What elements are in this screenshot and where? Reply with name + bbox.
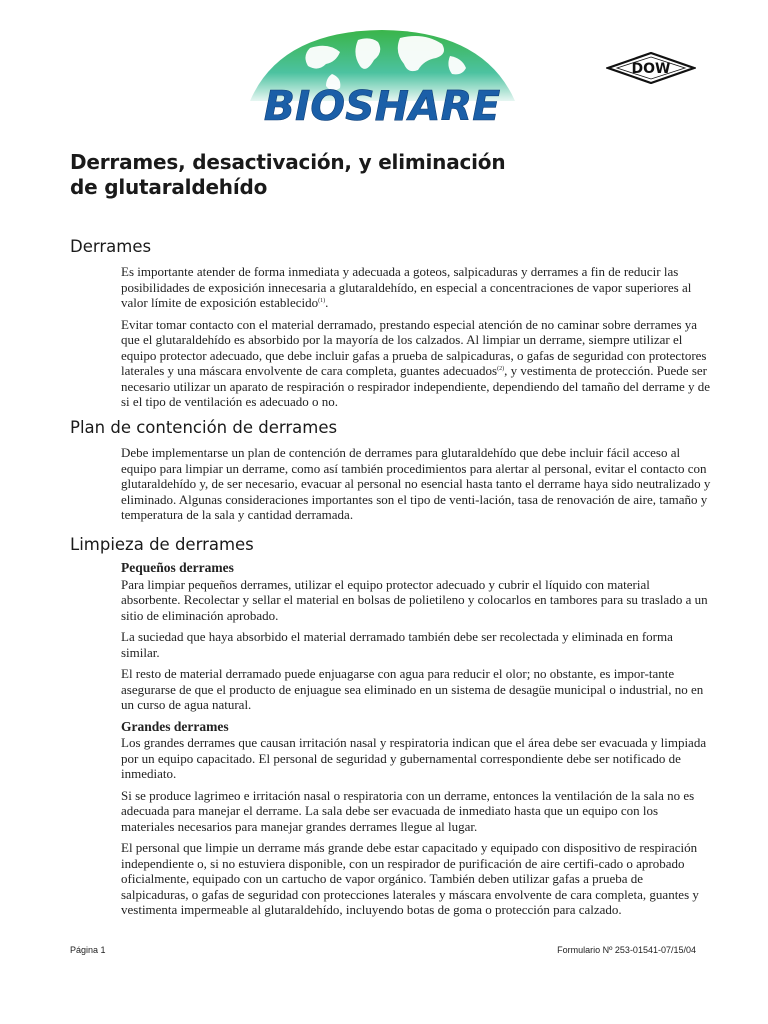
pequenos-paragraph-2: La suciedad que haya absorbido el material derramado también debe ser recolectada y eliminada en forma similar. [121, 629, 673, 660]
pequenos-paragraph-3: El resto de material derramado puede enjuagarse con agua para reducir el olor; no obstante, es impor-tante asegurarse de que el producto de enjuague sea eliminado en un sistema de desagüe municipal o industrial, no en un curso de agua natural. [121, 666, 704, 712]
grandes-paragraph-2: Si se produce lagrimeo e irritación nasal o respiratoria con un derrame, entonces la ventilación de la sala no es adecuada para manejar el derrame. La sala debe ser evacuada de inmediato hasta que un equipo con los materiales necesarios para manejar grandes derrames llegue al lugar. [121, 787, 695, 834]
plan-paragraph-1: Debe implementarse un plan de contención de derrames para glutaraldehído que debe incluir fácil acceso al equipo para limpiar un derrame, como así también procedimientos para alertar al personal, evitar el contacto con glutaraldehído y, de ser necesario, evacuar al personal no esencial hasta tanto el derrame haya sido neutralizado y eliminado. Algunas consideraciones importantes son el tipo de venti-lación, tasa de renovación de aire, tamaño y temperatura de la sala y cantidad derramada. [121, 445, 711, 522]
grandes-paragraph-3: El personal que limpie un derrame más grande debe estar capacitado y equipado con dispositivo de respiración independiente o, si no estuviera disponible, con un respirador de purificación de aire certifi-cado o aprobado oficialmente, equipado con un cartucho de vapor orgánico. También deben utilizar gafas a prueba de salpicaduras, o gafas de seguridad con protecciones laterales y máscara envolvente de cara completa, guantes y vestimenta impermeable al glutaraldehído, incluyendo botas de goma o protección para calzado. [121, 840, 699, 917]
heading-derrames: Derrames [70, 237, 152, 256]
derrames-p1-text: Es importante atender de forma inmediata y adecuada a goteos, salpicaduras y derrames a fin de reducir las posibilidades de exposición innecesaria a glutaraldehído, en especial a concentraciones de vapor superiores al valor límite de exposición establecido [121, 264, 692, 310]
document-title [70, 150, 690, 200]
footnote-ref-1: (1) [318, 298, 326, 304]
plan-body [121, 445, 711, 529]
footnote-ref-2: (2) [497, 366, 505, 372]
page-number: Página 1 [70, 945, 106, 955]
subheading-grandes: Grandes derrames [121, 718, 229, 734]
derrames-paragraph-2 [121, 317, 711, 410]
dow-wordmark: DOW [631, 61, 671, 77]
heading-plan-contencion: Plan de contención de derrames [70, 418, 338, 437]
dow-logo [606, 52, 696, 84]
form-number: Formulario Nº 253-01541-07/15/04 [557, 945, 696, 955]
limpieza-body [121, 560, 711, 924]
derrames-p2-text: Evitar tomar contacto con el material derramado, prestando especial atención de no caminar sobre derrames ya que el glutaraldehído es absorbido por la mayoría de los calzados. Al limpiar un derrame, siempre utilizar el equipo protector adecuado, que debe incluir gafas a prueba de salpicaduras, o gafas de seguridad con protectores laterales y una máscara envolvente de cara completa, guantes adecuados [121, 316, 707, 378]
subheading-pequenos: Pequeños derrames [121, 560, 234, 575]
title-line-1: Derrames, desactivación, y eliminación [70, 150, 506, 174]
derrames-body [121, 264, 711, 416]
bioshare-wordmark: BIOSHARE [263, 82, 501, 130]
title-line-2: de glutaraldehído [70, 175, 268, 199]
derrames-paragraph-1 [121, 264, 711, 311]
pequenos-paragraph-1: Para limpiar pequeños derrames, utilizar el equipo protector adecuado y cubrir el líquido con material absorbente. Recolectar y sellar el material en bolsas de polietileno y colocarlos en tambores para su traslado a un sitio de eliminación aprobado. [121, 576, 708, 623]
grandes-paragraph-1: Los grandes derrames que causan irritación nasal y respiratoria indican que el área debe ser evacuada y limpiada por un equipo capacitado. El personal de seguridad y gubernamental correspondiente debe ser notificado de inmediato. [121, 735, 707, 781]
derrames-p1-end: . [325, 295, 329, 310]
bioshare-logo [240, 26, 525, 130]
heading-limpieza: Limpieza de derrames [70, 535, 254, 554]
derrames-p2-end: , y vestimenta de protección. Puede ser necesario utilizar un aparato de respiración o respirador independiente, dependiendo del tamaño del derrame y de si el tipo de ventilación es adecuado o no. [121, 363, 711, 409]
